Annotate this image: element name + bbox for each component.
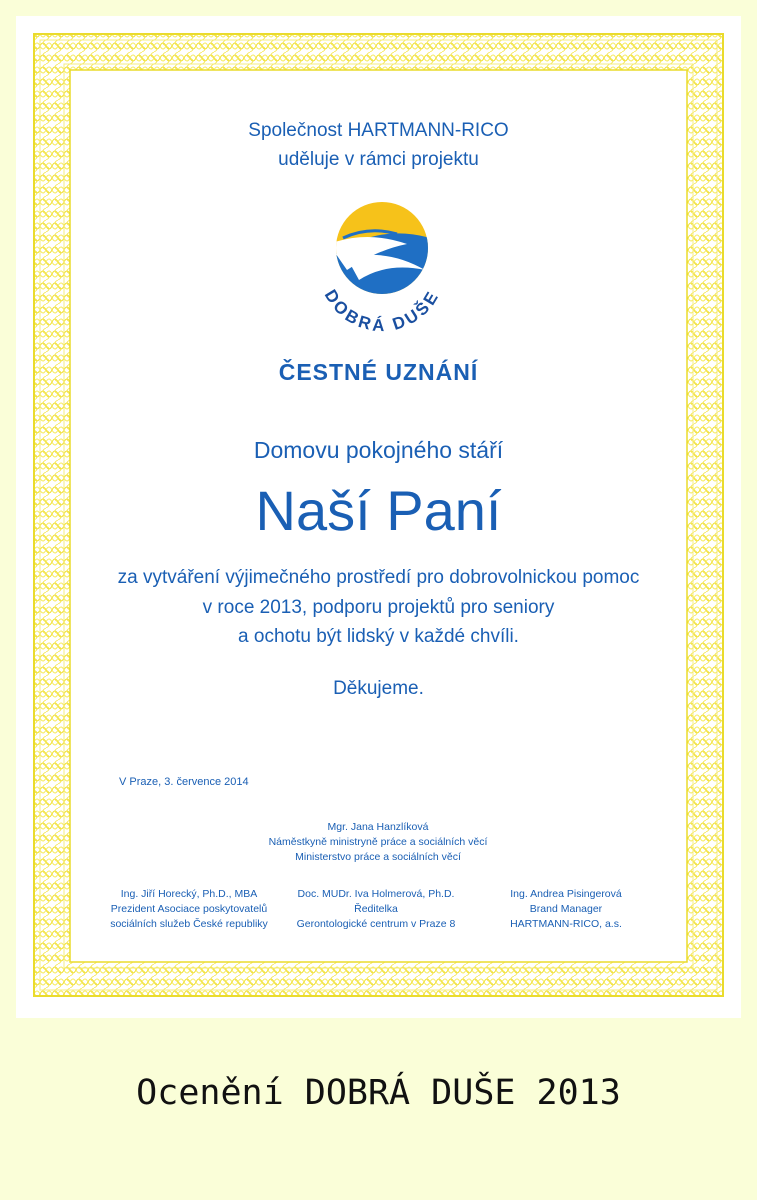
- signatory-role: Náměstkyně ministryně práce a sociálních věcí: [268, 836, 488, 848]
- signatory-left: [94, 887, 284, 932]
- reason-line: a ochotu být lidský v každé chvíli.: [238, 626, 519, 647]
- issuer-line-2: uděluje v rámci projektu: [278, 149, 479, 170]
- signatory-org: sociálních služeb České republiky: [110, 918, 268, 930]
- signatory-org: Gerontologické centrum v Praze 8: [296, 918, 456, 930]
- signatory-middle: [281, 887, 471, 932]
- signatory-role: Prezident Asociace poskytovatelů: [110, 903, 268, 915]
- signatory-name: Ing. Jiří Horecký, Ph.D., MBA: [120, 888, 258, 900]
- signatory-org: Ministerstvo práce a sociálních věcí: [295, 851, 461, 863]
- signatory-org: HARTMANN-RICO, a.s.: [510, 918, 622, 930]
- reason-line: za vytváření výjimečného prostředí pro dobrovolnickou pomoc: [117, 567, 640, 588]
- logo-text: DOBRÁ DUŠE: [320, 286, 444, 336]
- recipient-name: Naší Paní: [255, 479, 502, 542]
- signatory-role: Brand Manager: [529, 903, 603, 915]
- place-date: V Praze, 3. července 2014: [119, 776, 249, 788]
- thanks-text: Děkujeme.: [333, 678, 424, 699]
- signatory-right: [471, 887, 661, 932]
- issuer-line: Společnost HARTMANN-RICO: [248, 120, 509, 141]
- honor-title: ČESTNÉ UZNÁNÍ: [278, 359, 479, 385]
- certificate: [16, 16, 741, 1018]
- caption: Ocenění DOBRÁ DUŠE 2013: [136, 1073, 621, 1113]
- signatory-name: Doc. MUDr. Iva Holmerová, Ph.D.: [297, 888, 455, 900]
- signatory-name: Ing. Andrea Pisingerová: [510, 888, 622, 900]
- signatory-top: [228, 820, 528, 865]
- signatory-name: Mgr. Jana Hanzlíková: [327, 821, 429, 833]
- dobra-duse-logo: [307, 200, 457, 340]
- reason-line: v roce 2013, podporu projektů pro seniory: [202, 597, 555, 618]
- signatory-role: Ředitelka: [354, 903, 398, 915]
- recipient-prefix: Domovu pokojného stáří: [253, 437, 504, 463]
